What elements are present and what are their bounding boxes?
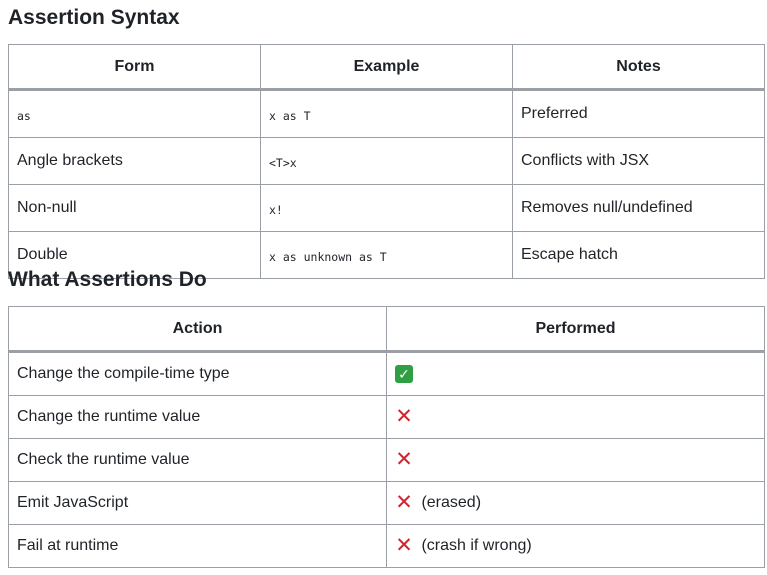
action-cell: Change the runtime value (9, 396, 387, 439)
column-header-example: Example (261, 45, 513, 90)
performed-cell (387, 439, 765, 482)
table-row (9, 185, 765, 232)
performed-cell (387, 352, 765, 396)
table-row (9, 396, 765, 439)
form-cell: as (9, 90, 261, 138)
action-cell: Change the compile-time type (9, 352, 387, 396)
performed-note: (crash if wrong) (421, 536, 532, 554)
cross-mark-icon: ✕ (395, 447, 413, 471)
column-header-action: Action (9, 307, 387, 352)
column-header-performed: Performed (387, 307, 765, 352)
notes-cell: Conflicts with JSX (513, 138, 765, 185)
table-row (9, 90, 765, 138)
cross-mark-icon: ✕ (395, 533, 413, 557)
action-cell: Check the runtime value (9, 439, 387, 482)
performed-cell (387, 396, 765, 439)
notes-cell: Escape hatch (513, 232, 765, 279)
form-cell: Angle brackets (9, 138, 261, 185)
table-row (9, 138, 765, 185)
performed-cell (387, 482, 765, 525)
column-header-notes: Notes (513, 45, 765, 90)
example-cell: x! (261, 185, 513, 232)
what-assertions-do-table (8, 306, 765, 568)
cross-mark-icon: ✕ (395, 490, 413, 514)
notes-cell: Removes null/undefined (513, 185, 765, 232)
table-header-row (9, 307, 765, 352)
action-cell: Fail at runtime (9, 525, 387, 568)
table-row (9, 439, 765, 482)
column-header-form: Form (9, 45, 261, 90)
form-cell: Double (9, 232, 261, 279)
assertion-syntax-heading: Assertion Syntax (8, 6, 180, 29)
what-assertions-do-heading: What Assertions Do (8, 268, 207, 291)
action-cell: Emit JavaScript (9, 482, 387, 525)
cross-mark-icon: ✕ (395, 404, 413, 428)
performed-note: (erased) (421, 493, 482, 511)
performed-cell (387, 525, 765, 568)
example-cell: <T>x (261, 138, 513, 185)
example-cell: x as unknown as T (261, 232, 513, 279)
form-cell: Non-null (9, 185, 261, 232)
table-header-row (9, 45, 765, 90)
table-row (9, 352, 765, 396)
notes-cell: Preferred (513, 90, 765, 138)
assertion-syntax-table (8, 44, 765, 279)
example-cell: x as T (261, 90, 513, 138)
check-mark-icon: ✓ (395, 365, 413, 383)
table-row (9, 525, 765, 568)
table-row (9, 482, 765, 525)
